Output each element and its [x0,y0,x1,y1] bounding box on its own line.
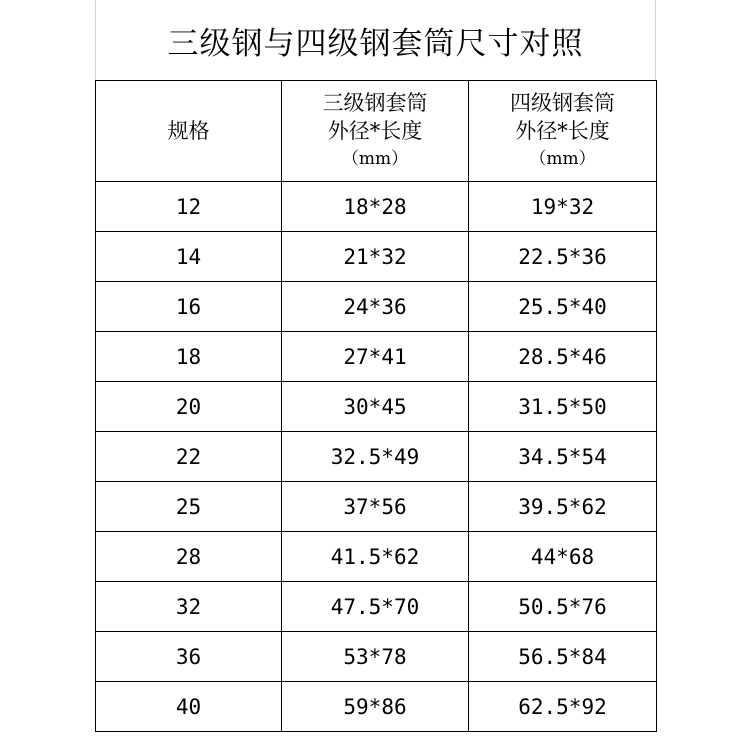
cell-spec: 18 [96,332,282,382]
table-row [96,182,657,232]
cell-grade4-size: 25.5*40 [469,282,657,332]
table-row [96,532,657,582]
header-grade4-line-2: 外径*长度 [515,119,610,143]
cell-grade3-size: 21*32 [282,232,469,282]
table-row [96,632,657,682]
cell-grade3-size: 24*36 [282,282,469,332]
header-grade4 [469,81,657,182]
table-body [96,182,657,732]
cell-grade4-size: 28.5*46 [469,332,657,382]
table-row [96,332,657,382]
cell-grade3-size: 30*45 [282,382,469,432]
cell-grade4-size: 56.5*84 [469,632,657,682]
cell-grade4-size: 44*68 [469,532,657,582]
cell-spec: 36 [96,632,282,682]
cell-grade4-size: 62.5*92 [469,682,657,732]
cell-spec: 22 [96,432,282,482]
cell-spec: 14 [96,232,282,282]
title-box [95,0,656,80]
cell-grade3-size: 27*41 [282,332,469,382]
cell-spec: 25 [96,482,282,532]
cell-grade3-size: 47.5*70 [282,582,469,632]
cell-spec: 20 [96,382,282,432]
cell-spec: 32 [96,582,282,632]
cell-spec: 16 [96,282,282,332]
cell-grade3-size: 53*78 [282,632,469,682]
table-row [96,382,657,432]
table-row [96,232,657,282]
header-spec-line-1: 规格 [167,119,210,143]
size-comparison-table [95,80,657,732]
cell-grade4-size: 19*32 [469,182,657,232]
table-row [96,482,657,532]
cell-grade3-size: 41.5*62 [282,532,469,582]
header-grade3-line-1: 三级钢套筒 [322,91,428,115]
header-grade3-line-2: 外径*长度 [327,119,423,143]
cell-grade3-size: 59*86 [282,682,469,732]
cell-grade4-size: 39.5*62 [469,482,657,532]
cell-spec: 28 [96,532,282,582]
header-spec [96,81,282,182]
page-title: 三级钢与四级钢套筒尺寸对照 [167,25,584,62]
cell-grade3-size: 32.5*49 [282,432,469,482]
header-grade4-line-1: 四级钢套筒 [510,91,615,115]
cell-grade3-size: 18*28 [282,182,469,232]
header-row [96,81,657,182]
cell-spec: 40 [96,682,282,732]
cell-grade4-size: 31.5*50 [469,382,657,432]
cell-grade4-size: 34.5*54 [469,432,657,482]
header-grade3 [282,81,469,182]
cell-grade3-size: 37*56 [282,482,469,532]
table-row [96,582,657,632]
document-sheet [95,0,656,731]
table-row [96,432,657,482]
header-grade3-unit: （mm） [341,149,409,169]
cell-grade4-size: 50.5*76 [469,582,657,632]
table-row [96,682,657,732]
header-grade4-unit: （mm） [529,149,596,169]
cell-spec: 12 [96,182,282,232]
cell-grade4-size: 22.5*36 [469,232,657,282]
table-row [96,282,657,332]
